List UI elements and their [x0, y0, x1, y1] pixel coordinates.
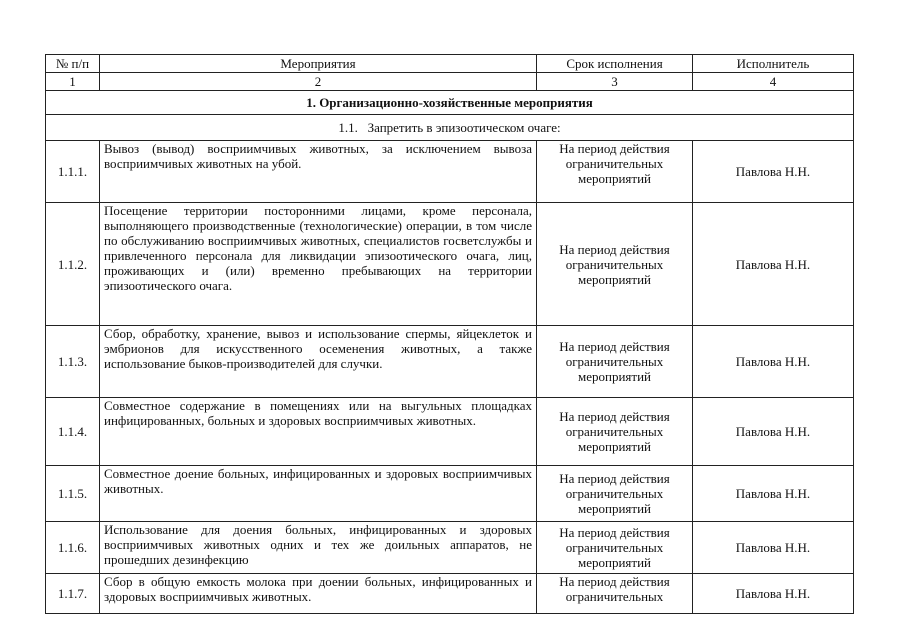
column-number: 3 — [537, 73, 693, 91]
section-row — [46, 91, 854, 115]
row-number: 1.1.2. — [46, 203, 100, 326]
row-text: Совместное содержание в помещениях или на выгульных площадках инфицированных, больных и здоровых восприимчивых животных. — [100, 398, 537, 466]
row-text: Сбор в общую емкость молока при доении больных, инфицированных и здоровых восприимчивых животных. — [100, 574, 537, 614]
header-executor: Исполнитель — [693, 55, 854, 73]
row-executor: Павлова Н.Н. — [693, 326, 854, 398]
row-term: На период действия ограничительных мероприятий — [537, 522, 693, 574]
row-executor: Павлова Н.Н. — [693, 398, 854, 466]
row-term: На период действия ограничительных мероприятий — [537, 141, 693, 203]
row-text: Посещение территории посторонними лицами, кроме персонала, выполняющего производственные (технологические) операции, в том числе по обслуживанию восприимчивых животных, специалистов госветслужбы и привлеченного персонала для ликвидации эпизоотического очага, лиц, проживающих и (или) временно пребывающих на территории эпизоотического очага. — [100, 203, 537, 326]
row-executor: Павлова Н.Н. — [693, 141, 854, 203]
table-row — [46, 326, 854, 398]
row-number: 1.1.3. — [46, 326, 100, 398]
subsection-title: 1.1. Запретить в эпизоотическом очаге: — [46, 115, 854, 141]
row-executor: Павлова Н.Н. — [693, 574, 854, 614]
measures-table — [45, 54, 854, 614]
column-number: 1 — [46, 73, 100, 91]
row-number: 1.1.6. — [46, 522, 100, 574]
row-number: 1.1.5. — [46, 466, 100, 522]
header-measures: Мероприятия — [100, 55, 537, 73]
table-row — [46, 203, 854, 326]
section-title: 1. Организационно-хозяйственные мероприятия — [46, 91, 854, 115]
row-number: 1.1.7. — [46, 574, 100, 614]
table-row — [46, 574, 854, 614]
row-term: На период действия ограничительных — [537, 574, 693, 614]
row-term: На период действия ограничительных мероприятий — [537, 398, 693, 466]
row-text: Использование для доения больных, инфицированных и здоровых восприимчивых животных одних и тех же доильных аппаратов, не прошедших дезинфекцию — [100, 522, 537, 574]
column-numbers-row — [46, 73, 854, 91]
table-row — [46, 141, 854, 203]
row-text: Совместное доение больных, инфицированных и здоровых восприимчивых животных. — [100, 466, 537, 522]
table-row — [46, 398, 854, 466]
header-row — [46, 55, 854, 73]
column-number: 4 — [693, 73, 854, 91]
row-term: На период действия ограничительных мероприятий — [537, 466, 693, 522]
row-term: На период действия ограничительных мероприятий — [537, 203, 693, 326]
column-number: 2 — [100, 73, 537, 91]
row-text: Сбор, обработку, хранение, вывоз и использование спермы, яйцеклеток и эмбрионов для искусственного осеменения животных, а также использование быков-производителей для случки. — [100, 326, 537, 398]
header-num: № п/п — [46, 55, 100, 73]
row-number: 1.1.4. — [46, 398, 100, 466]
row-executor: Павлова Н.Н. — [693, 203, 854, 326]
row-term: На период действия ограничительных мероприятий — [537, 326, 693, 398]
subsection-row — [46, 115, 854, 141]
table-row — [46, 466, 854, 522]
row-number: 1.1.1. — [46, 141, 100, 203]
row-executor: Павлова Н.Н. — [693, 466, 854, 522]
table-row — [46, 522, 854, 574]
header-term: Срок исполнения — [537, 55, 693, 73]
document-page — [45, 54, 854, 614]
row-text: Вывоз (вывод) восприимчивых животных, за исключением вывоза восприимчивых животных на убой. — [100, 141, 537, 203]
row-executor: Павлова Н.Н. — [693, 522, 854, 574]
